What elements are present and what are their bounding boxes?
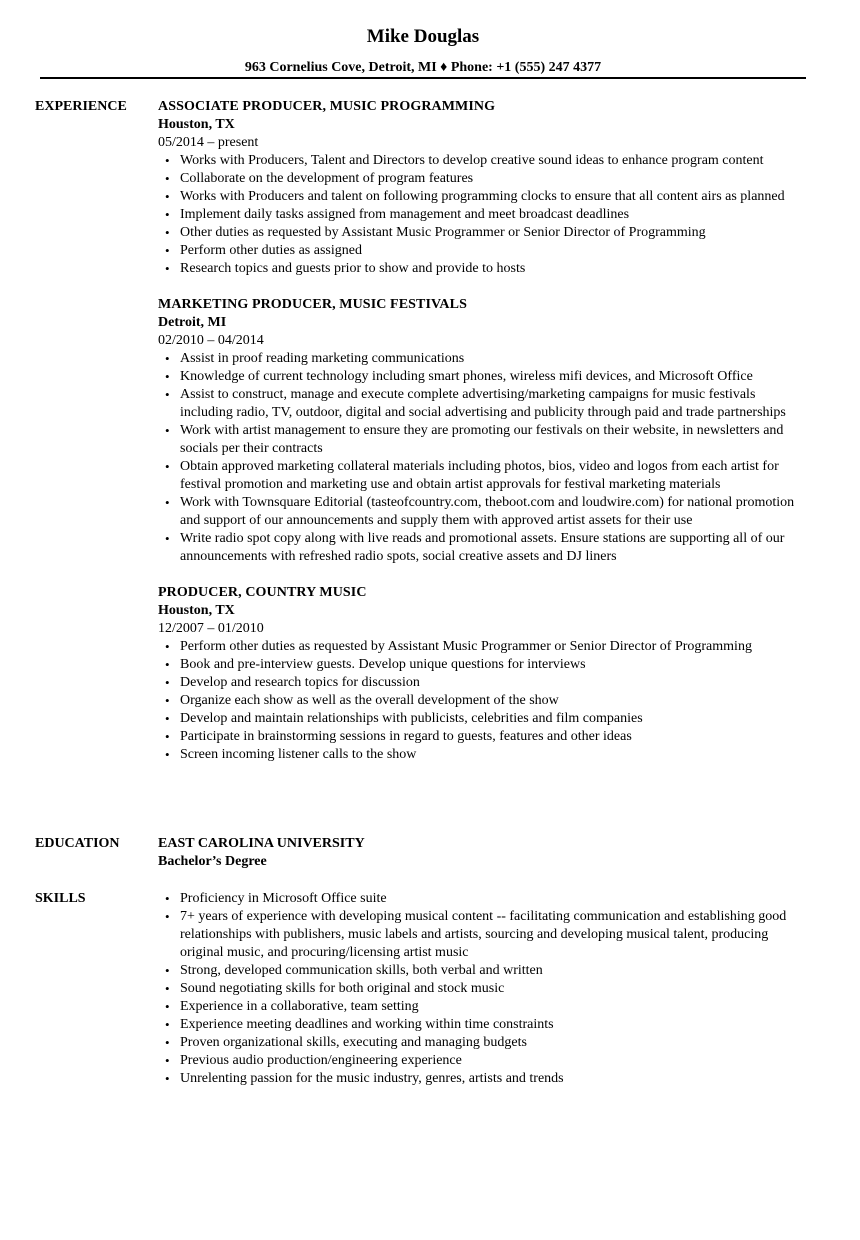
job-dates: 05/2014 – present [158,135,259,150]
section-label-education: EDUCATION [35,836,120,851]
header-divider [40,77,806,79]
job-location: Detroit, MI [158,315,227,330]
list-item: • Experience meeting deadlines and working within time constraints [180,1016,808,1034]
school-name: EAST CAROLINA UNIVERSITY [158,836,365,851]
job-title: PRODUCER, COUNTRY MUSIC [158,585,367,600]
job-dates: 02/2010 – 04/2014 [158,333,264,348]
list-item: • Other duties as requested by Assistant Music Programmer or Senior Director of Programming [180,224,808,242]
list-item: • 7+ years of experience with developing musical content -- facilitating communication and establishing good relationships with publishers, music labels and artists, sourcing and developing musical talent, producing original music, and procuring/licensing artist music [180,908,808,962]
list-item: • Screen incoming listener calls to the show [180,746,808,764]
resume-name: Mike Douglas [366,26,480,47]
section-label-skills: SKILLS [35,891,86,906]
job-bullets [158,152,808,278]
list-item: • Implement daily tasks assigned from management and meet broadcast deadlines [180,206,808,224]
skills-bullets [158,890,808,1088]
list-item: • Perform other duties as requested by Assistant Music Programmer or Senior Director of Programming [180,638,808,656]
list-item: • Strong, developed communication skills, both verbal and written [180,962,808,980]
list-item: • Experience in a collaborative, team setting [180,998,808,1016]
list-item: • Works with Producers, Talent and Directors to develop creative sound ideas to enhance program content [180,152,808,170]
job-bullets [158,350,808,566]
list-item: • Develop and research topics for discussion [180,674,808,692]
degree: Bachelor’s Degree [158,854,267,869]
skills-list [158,890,808,1088]
list-item: • Assist in proof reading marketing communications [180,350,808,368]
list-item: • Proven organizational skills, executing and managing budgets [180,1034,808,1052]
job-entry [158,584,808,764]
list-item: • Develop and maintain relationships with publicists, celebrities and film companies [180,710,808,728]
list-item: • Obtain approved marketing collateral materials including photos, bios, video and logos from each artist for festival promotion and marketing use and obtain artist approvals for festival marketing materials [180,458,808,494]
education-entry [158,835,808,871]
list-item: • Perform other duties as assigned [180,242,808,260]
list-item: • Research topics and guests prior to show and provide to hosts [180,260,808,278]
job-entry [158,98,808,278]
job-entry [158,296,808,566]
list-item: • Participate in brainstorming sessions in regard to guests, features and other ideas [180,728,808,746]
list-item: • Proficiency in Microsoft Office suite [180,890,808,908]
list-item: • Unrelenting passion for the music industry, genres, artists and trends [180,1070,808,1088]
job-location: Houston, TX [158,603,235,618]
list-item: • Book and pre-interview guests. Develop unique questions for interviews [180,656,808,674]
job-title: MARKETING PRODUCER, MUSIC FESTIVALS [158,297,467,312]
list-item: • Collaborate on the development of program features [180,170,808,188]
list-item: • Sound negotiating skills for both original and stock music [180,980,808,998]
list-item: • Organize each show as well as the overall development of the show [180,692,808,710]
job-dates: 12/2007 – 01/2010 [158,621,264,636]
list-item: • Works with Producers and talent on following programming clocks to ensure that all content airs as planned [180,188,808,206]
list-item: • Assist to construct, manage and execute complete advertising/marketing campaigns for music festivals including radio, TV, outdoor, digital and social advertising and publicity through paid and trade partnerships [180,386,808,422]
list-item: • Write radio spot copy along with live reads and promotional assets. Ensure stations are supporting all of our announcements with refreshed radio spots, social creative assets and DJ liners [180,530,808,566]
list-item: • Work with artist management to ensure they are promoting our festivals on their website, in newsletters and socials per their contracts [180,422,808,458]
job-title: ASSOCIATE PRODUCER, MUSIC PROGRAMMING [158,99,496,114]
section-label-experience: EXPERIENCE [35,99,127,114]
contact-line: 963 Cornelius Cove, Detroit, MI ♦ Phone: +1 (555) 247 4377 [244,60,602,75]
job-location: Houston, TX [158,117,235,132]
list-item: • Previous audio production/engineering experience [180,1052,808,1070]
job-bullets [158,638,808,764]
list-item: • Knowledge of current technology including smart phones, wireless mifi devices, and Microsoft Office [180,368,808,386]
experience-list [158,98,808,782]
list-item: • Work with Townsquare Editorial (tasteofcountry.com, theboot.com and loudwire.com) for national promotion and support of our announcements and supply them with approved artist assets for their use [180,494,808,530]
